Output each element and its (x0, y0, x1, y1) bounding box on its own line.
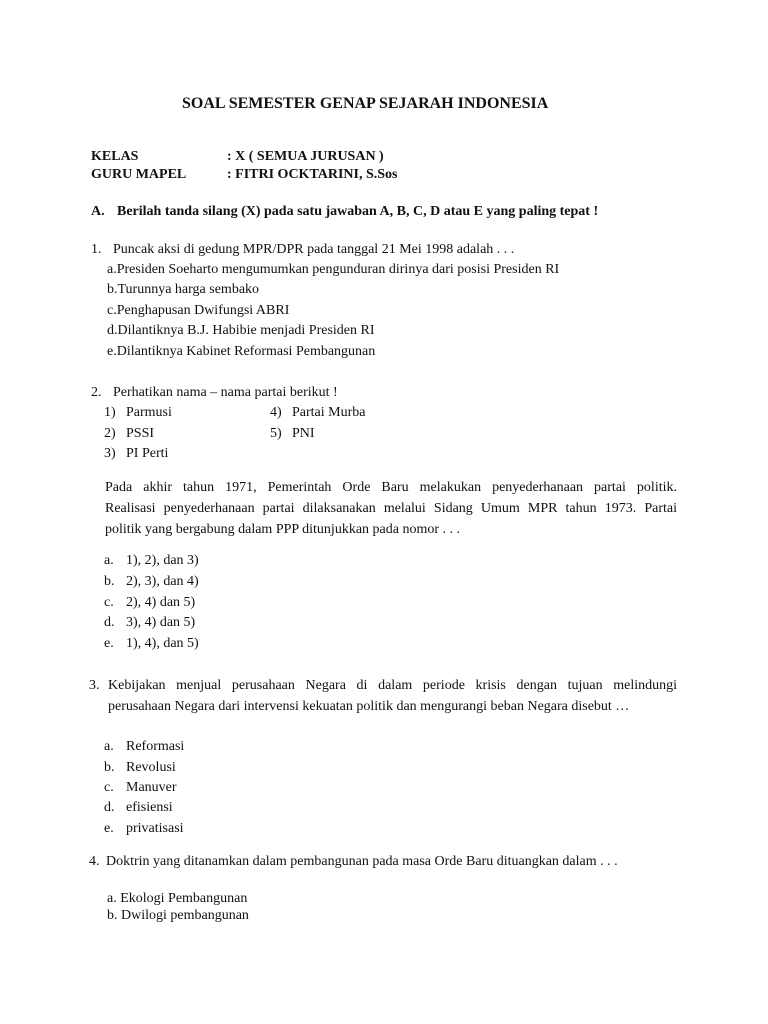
option-letter: c. (104, 780, 114, 795)
party-number: 2) (104, 426, 116, 441)
question-3-number: 3. (89, 678, 100, 693)
section-instruction: Berilah tanda silang (X) pada satu jawaban A, B, C, D atau E yang paling tepat ! (117, 204, 599, 219)
question-1 (91, 240, 514, 260)
question-4-number: 4. (89, 854, 100, 869)
option-1a: a.Presiden Soeharto mengumumkan pengunduran dirinya dari posisi Presiden RI (107, 262, 560, 277)
option-2d (104, 613, 195, 633)
option-text: Reformasi (126, 739, 185, 754)
question-4-text: Doktrin yang ditanamkan dalam pembangunan pada masa Orde Baru dituangkan dalam . . . (106, 854, 618, 869)
guru-value: : FITRI OCKTARINI, S.Sos (227, 167, 398, 182)
option-3b (104, 758, 176, 778)
paragraph-line-1: Pada akhir tahun 1971, Pemerintah Orde Baru melakukan penyederhanaan partai politik. (105, 480, 677, 495)
option-text: 1), 2), dan 3) (126, 553, 199, 568)
party-number: 1) (104, 405, 116, 420)
party-1 (104, 403, 172, 423)
option-letter: e. (104, 636, 114, 651)
party-number: 3) (104, 446, 116, 461)
party-name: PNI (292, 426, 315, 441)
option-letter: a. (104, 553, 114, 568)
party-4 (270, 403, 365, 423)
paragraph-line-3: politik yang bergabung dalam PPP ditunjukkan pada nomor . . . (105, 522, 461, 537)
kelas-value: : X ( SEMUA JURUSAN ) (227, 149, 384, 164)
option-1c: c.Penghapusan Dwifungsi ABRI (107, 303, 290, 318)
party-name: Partai Murba (292, 405, 366, 420)
option-1d: d.Dilantiknya B.J. Habibie menjadi Presiden RI (107, 323, 375, 338)
question-3-line-1: Kebijakan menjual perusahaan Negara di dalam periode krisis dengan tujuan melindungi (108, 678, 677, 693)
option-4a: a. Ekologi Pembangunan (107, 891, 248, 906)
option-text: Manuver (126, 780, 177, 795)
option-text: Revolusi (126, 760, 176, 775)
option-1e: e.Dilantiknya Kabinet Reformasi Pembangunan (107, 344, 376, 359)
question-text: Perhatikan nama – nama partai berikut ! (113, 385, 338, 400)
option-text: 1), 4), dan 5) (126, 636, 199, 651)
party-number: 4) (270, 405, 282, 420)
option-letter: d. (104, 800, 115, 815)
party-name: PSSI (126, 426, 155, 441)
option-3d (104, 798, 173, 818)
question-text: Puncak aksi di gedung MPR/DPR pada tanggal 21 Mei 1998 adalah . . . (113, 242, 515, 257)
party-5 (270, 424, 315, 444)
option-2a (104, 551, 199, 571)
option-letter: c. (104, 595, 114, 610)
option-text: privatisasi (126, 821, 184, 836)
question-3-line-2: perusahaan Negara dari intervensi kekuatan politik dan mengurangi beban Negara disebut … (108, 699, 630, 714)
option-letter: b. (104, 574, 115, 589)
option-text: 2), 4) dan 5) (126, 595, 196, 610)
kelas-label: KELAS (91, 149, 139, 164)
option-text: efisiensi (126, 800, 173, 815)
question-2 (91, 383, 338, 403)
option-1b: b.Turunnya harga sembako (107, 282, 260, 297)
option-3a (104, 737, 184, 757)
option-text: 3), 4) dan 5) (126, 615, 196, 630)
option-3c (104, 778, 177, 798)
option-letter: d. (104, 615, 115, 630)
question-number: 1. (91, 242, 102, 257)
option-2e (104, 634, 199, 654)
party-name: Parmusi (126, 405, 172, 420)
option-letter: a. (104, 739, 114, 754)
option-4b: b. Dwilogi pembangunan (107, 908, 249, 923)
question-number: 2. (91, 385, 102, 400)
option-text: 2), 3), dan 4) (126, 574, 199, 589)
option-letter: e. (104, 821, 114, 836)
guru-label: GURU MAPEL (91, 167, 187, 182)
option-letter: b. (104, 760, 115, 775)
section-letter: A. (91, 204, 105, 219)
party-2 (104, 424, 154, 444)
party-3 (104, 444, 168, 464)
option-2b (104, 572, 199, 592)
page-title: SOAL SEMESTER GENAP SEJARAH INDONESIA (182, 95, 549, 112)
option-3e (104, 819, 184, 839)
party-name: PI Perti (126, 446, 169, 461)
option-2c (104, 593, 195, 613)
party-number: 5) (270, 426, 282, 441)
paragraph-line-2: Realisasi penyederhanaan partai dilaksanakan melalui Sidang Umum MPR tahun 1973. Partai (105, 501, 677, 516)
